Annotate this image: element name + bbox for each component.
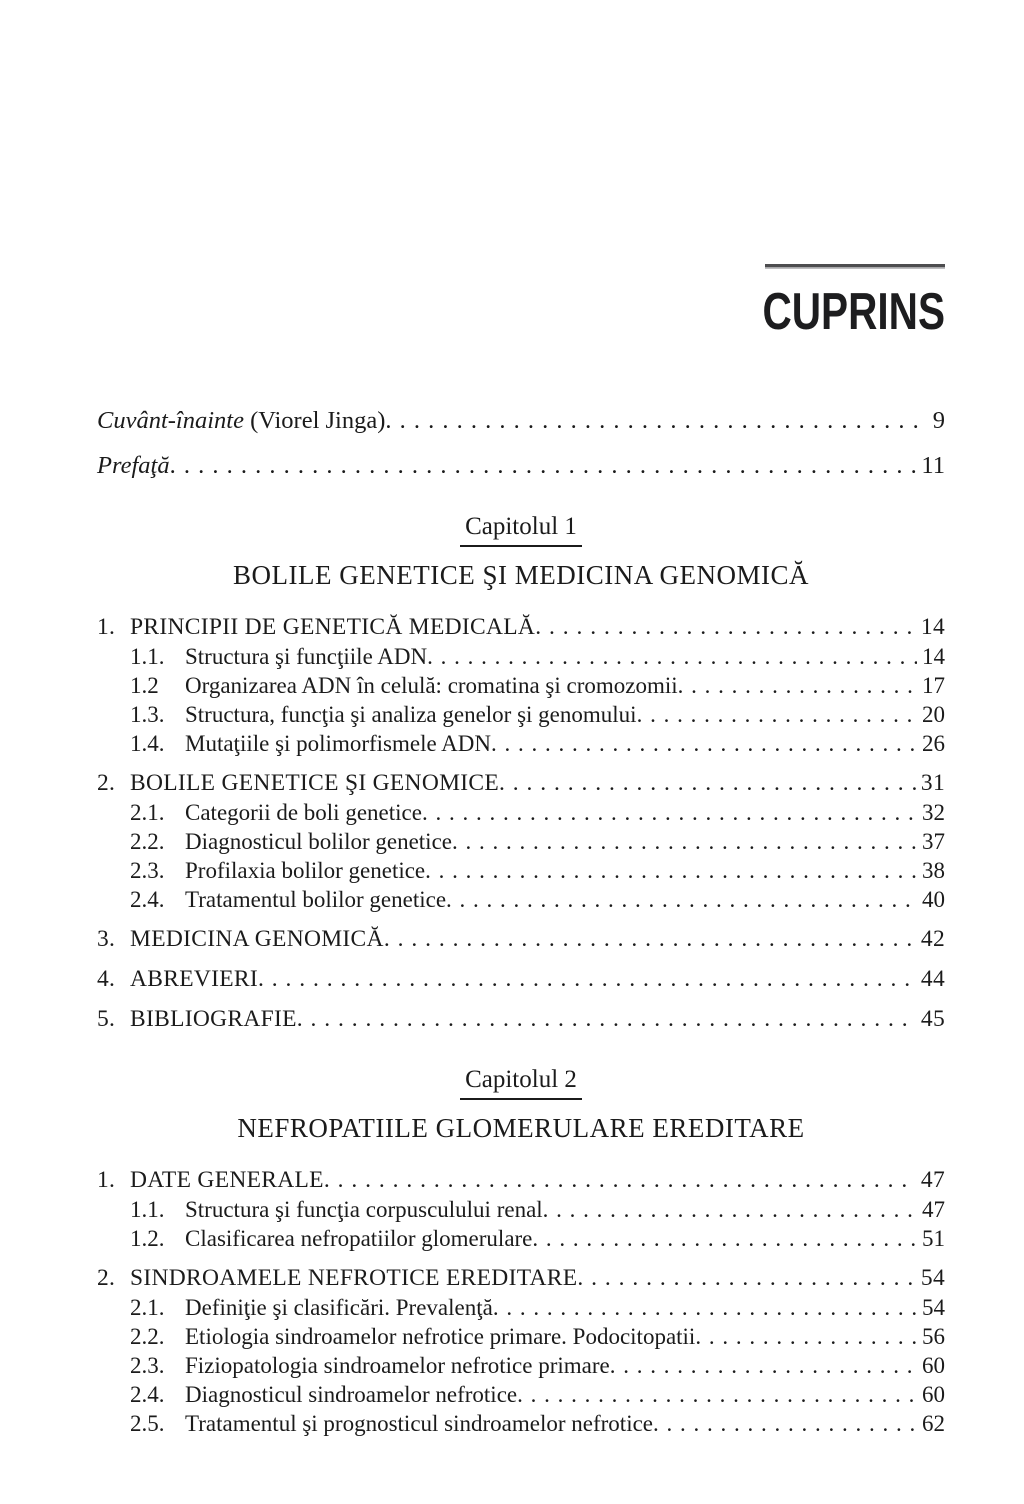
entry-label: Diagnosticul bolilor genetice — [185, 829, 452, 854]
entry-number: 2.3. — [130, 1353, 165, 1378]
toc-entry — [97, 1224, 945, 1253]
page-number: 60 — [922, 1353, 945, 1378]
title-rule — [765, 264, 945, 269]
toc-entry — [97, 1264, 945, 1293]
entry-title-italic: Cuvânt-înainte — [97, 407, 244, 434]
toc-entry — [97, 925, 945, 954]
toc-entry — [97, 642, 945, 671]
page-number: 42 — [920, 926, 945, 952]
dot-leader — [577, 1264, 916, 1293]
dot-leader — [297, 1005, 916, 1034]
page-number: 31 — [920, 770, 945, 796]
entry-label: ABREVIERI — [130, 966, 259, 992]
toc-entry — [97, 613, 945, 642]
dot-leader — [324, 1166, 916, 1195]
entry-label: Tratamentul bolilor genetice — [185, 887, 447, 912]
chapter-label: Capitolul 2 — [460, 1065, 582, 1100]
dot-leader — [425, 856, 917, 885]
page-number: 56 — [922, 1324, 945, 1349]
entry-number: 2.1. — [130, 800, 165, 825]
dot-leader — [385, 406, 927, 436]
toc-entry — [97, 885, 945, 914]
dot-leader — [384, 925, 916, 954]
page-number: 40 — [922, 887, 945, 912]
toc-entry — [97, 798, 945, 827]
entry-number: 2. — [97, 770, 116, 796]
toc-entry — [97, 1166, 945, 1195]
page-number: 37 — [922, 829, 945, 854]
toc-entry — [97, 1322, 945, 1351]
dot-leader — [446, 885, 917, 914]
toc-entry — [97, 671, 945, 700]
dot-leader — [695, 1322, 917, 1351]
entry-number: 2.2. — [130, 1324, 165, 1349]
entry-number: 2.4. — [130, 1382, 165, 1407]
dot-leader — [427, 642, 917, 671]
toc-entry — [97, 1351, 945, 1380]
entry-label — [97, 406, 385, 436]
toc-entry — [97, 856, 945, 885]
entry-label: Fiziopatologia sindroamelor nefrotice primare — [185, 1353, 610, 1378]
entry-title-italic: Prefaţă — [97, 452, 170, 479]
dot-leader — [678, 671, 917, 700]
chapter-2-entries — [97, 1166, 945, 1438]
entry-number: 2.1. — [130, 1295, 165, 1320]
toc-entry — [97, 1380, 945, 1409]
entry-label: BIBLIOGRAFIE — [130, 1006, 297, 1032]
toc-entry — [97, 769, 945, 798]
entry-label: Definiţie şi clasificări. Prevalenţă — [185, 1295, 493, 1320]
page-number: 14 — [920, 614, 945, 640]
page-number: 60 — [922, 1382, 945, 1407]
entry-label: BOLILE GENETICE ŞI GENOMICE — [130, 770, 500, 796]
page-number: 54 — [922, 1295, 945, 1320]
entry-label — [97, 451, 170, 481]
toc-entry — [97, 1195, 945, 1224]
entry-label: Structura, funcţia şi analiza genelor şi genomului — [185, 702, 637, 727]
entry-number: 1.1. — [130, 1197, 165, 1222]
dot-leader — [535, 613, 916, 642]
entry-number: 1. — [97, 1167, 116, 1193]
dot-leader — [637, 700, 917, 729]
front-matter-entry — [97, 451, 945, 481]
page-number: 20 — [922, 702, 945, 727]
entry-number: 2.4. — [130, 887, 165, 912]
page-number: 38 — [922, 858, 945, 883]
toc-entry — [97, 1409, 945, 1438]
dot-leader — [653, 1409, 917, 1438]
chapter-title: NEFROPATIILE GLOMERULARE EREDITARE — [237, 1113, 805, 1143]
entry-number: 5. — [97, 1006, 116, 1032]
entry-label: Diagnosticul sindroamelor nefrotice — [185, 1382, 518, 1407]
entry-number: 1.3. — [130, 702, 165, 727]
page-title: CUPRINS — [762, 283, 945, 341]
dot-leader — [422, 798, 917, 827]
toc-entry — [97, 827, 945, 856]
toc-entry — [97, 965, 945, 994]
toc-entry — [97, 729, 945, 758]
toc-entry — [97, 1293, 945, 1322]
page-number: 51 — [922, 1226, 945, 1251]
chapter-2 — [97, 1065, 945, 1438]
entry-number: 2.3. — [130, 858, 165, 883]
page-number: 62 — [922, 1411, 945, 1436]
entry-number: 3. — [97, 926, 116, 952]
page-number: 47 — [920, 1167, 945, 1193]
dot-leader — [258, 965, 916, 994]
page-number: 26 — [922, 731, 945, 756]
page-number: 44 — [920, 966, 945, 992]
dot-leader — [170, 451, 917, 481]
front-matter — [97, 406, 945, 481]
page-number: 32 — [922, 800, 945, 825]
entry-label: PRINCIPII DE GENETICĂ MEDICALĂ — [130, 614, 536, 640]
chapter-2-head — [97, 1065, 945, 1145]
chapter-title: BOLILE GENETICE ŞI MEDICINA GENOMICĂ — [233, 560, 809, 590]
front-matter-entry — [97, 406, 945, 436]
dot-leader — [452, 827, 917, 856]
chapter-1 — [97, 512, 945, 1034]
entry-number: 2.5. — [130, 1411, 165, 1436]
page-number: 17 — [922, 673, 945, 698]
entry-number: 2. — [97, 1265, 116, 1291]
entry-label: Clasificarea nefropatiilor glomerulare — [185, 1226, 533, 1251]
toc-entry — [97, 700, 945, 729]
entry-label: Categorii de boli genetice — [185, 800, 422, 825]
entry-number: 4. — [97, 966, 116, 992]
chapter-1-head — [97, 512, 945, 592]
chapter-label: Capitolul 1 — [460, 512, 582, 547]
entry-label: Profilaxia bolilor genetice — [185, 858, 426, 883]
page-number: 45 — [920, 1006, 945, 1032]
page-number: 14 — [922, 644, 945, 669]
dot-leader — [543, 1195, 917, 1224]
entry-number: 1.4. — [130, 731, 165, 756]
dot-leader — [610, 1351, 917, 1380]
dot-leader — [499, 769, 916, 798]
page-number: 11 — [921, 452, 945, 479]
toc-entry — [97, 1005, 945, 1034]
dot-leader — [491, 729, 917, 758]
dot-leader — [517, 1380, 917, 1409]
entry-label: Tratamentul şi prognosticul sindroamelor nefrotice — [185, 1411, 653, 1436]
entry-label: Mutaţiile şi polimorfismele ADN — [185, 731, 491, 756]
entry-number: 1. — [97, 614, 116, 640]
chapter-1-entries — [97, 613, 945, 1034]
page-number: 9 — [932, 407, 945, 434]
dot-leader — [532, 1224, 917, 1253]
entry-label: MEDICINA GENOMICĂ — [130, 926, 384, 952]
entry-label: SINDROAMELE NEFROTICE EREDITARE — [130, 1265, 578, 1291]
dot-leader — [493, 1293, 917, 1322]
entry-label: DATE GENERALE — [130, 1167, 324, 1193]
entry-number: 1.1. — [130, 644, 165, 669]
page-number: 47 — [922, 1197, 945, 1222]
entry-number: 2.2. — [130, 829, 165, 854]
entry-label: Etiologia sindroamelor nefrotice primare. Podocitopatii — [185, 1324, 696, 1349]
page-number: 54 — [920, 1265, 945, 1291]
entry-label: Structura şi funcţia corpusculului renal — [185, 1197, 543, 1222]
entry-number: 1.2 — [130, 673, 159, 698]
entry-label: Structura şi funcţiile ADN — [185, 644, 428, 669]
title-block — [97, 0, 945, 341]
entry-label: Organizarea ADN în celulă: cromatina şi cromozomii — [185, 673, 678, 698]
entry-number: 1.2. — [130, 1226, 165, 1251]
entry-title-suffix: (Viorel Jinga) — [243, 407, 386, 434]
